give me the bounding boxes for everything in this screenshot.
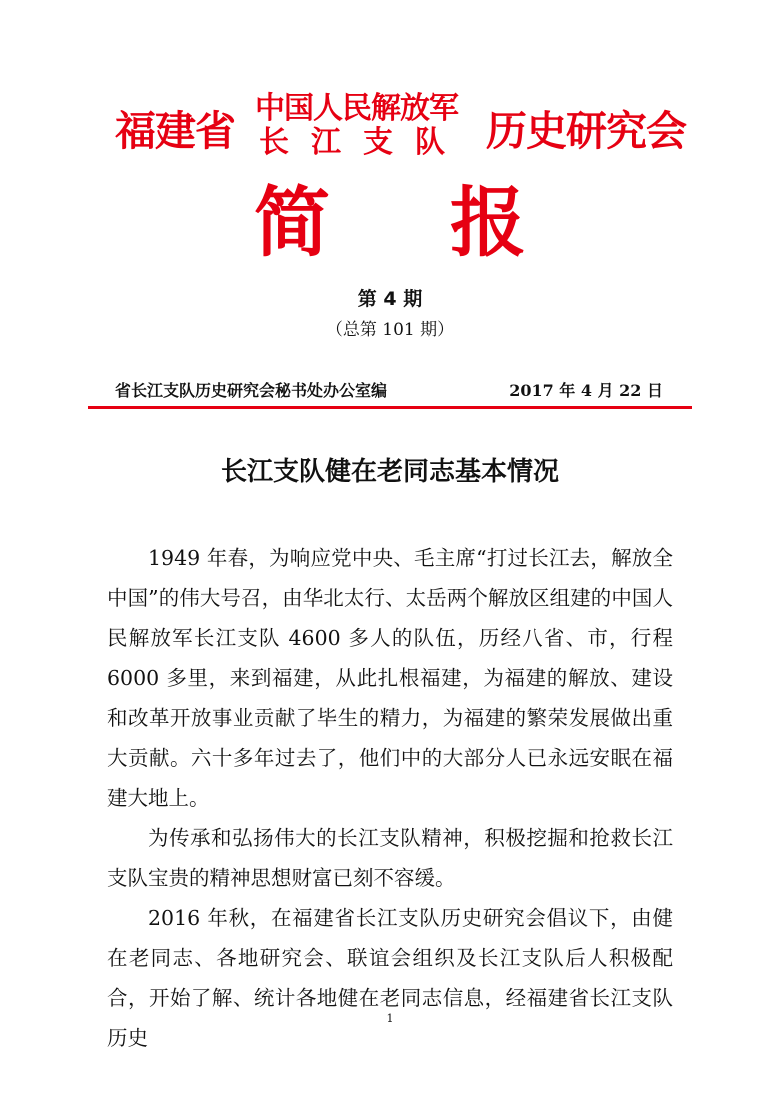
masthead-org-line1: 中国人民解放军 bbox=[255, 91, 458, 126]
article-paragraph: 为传承和弘扬伟大的长江支队精神，积极挖掘和抢救长江支队宝贵的精神思想财富已刻不容缓。 bbox=[107, 826, 673, 890]
bulletin-title-char1: 简 bbox=[254, 178, 330, 267]
article-paragraph: 2016 年秋，在福建省长江支队历史研究会倡议下，由健在老同志、各地研究会、联谊会组织及长江支队后人积极配合，开始了解、统计各地健在老同志信息，经福建省长江支队历史 bbox=[107, 906, 673, 1050]
editor-line bbox=[115, 380, 663, 402]
masthead bbox=[0, 92, 780, 162]
page-number: 1 bbox=[386, 1012, 394, 1025]
article-title: 长江支队健在老同志基本情况 bbox=[220, 457, 559, 487]
article-paragraph: 1949 年春，为响应党中央、毛主席“打过长江去，解放全中国”的伟大号召，由华北太行、太岳两个解放区组建的中国人民解放军长江支队 4600 多人的队伍，历经八省、市，行程 6000 多里，来到福建，从此扎根福建，为福建的解放、建设和改革开放事业贡献了毕生的精力，为福建的繁荣发展做出重大贡献。六十多年过去了，他们中的大部分人已永远安眠在福建大地上。 bbox=[107, 546, 673, 810]
masthead-organization bbox=[255, 92, 485, 160]
bulletin-title-char2: 报 bbox=[450, 178, 526, 267]
header-divider bbox=[88, 406, 692, 409]
bulletin-title bbox=[0, 178, 780, 268]
article-body bbox=[107, 538, 673, 1058]
publish-date: 2017 年 4 月 22 日 bbox=[509, 381, 663, 400]
editor-name: 省长江支队历史研究会秘书处办公室编 bbox=[115, 381, 388, 400]
masthead-society: 历史研究会 bbox=[486, 107, 686, 155]
total-issue-number: （总第 101 期） bbox=[325, 320, 455, 340]
masthead-province: 福建省 bbox=[115, 107, 235, 155]
issue-number: 第 4 期 bbox=[357, 288, 423, 310]
masthead-org-line2: 长江支队 bbox=[259, 125, 467, 160]
